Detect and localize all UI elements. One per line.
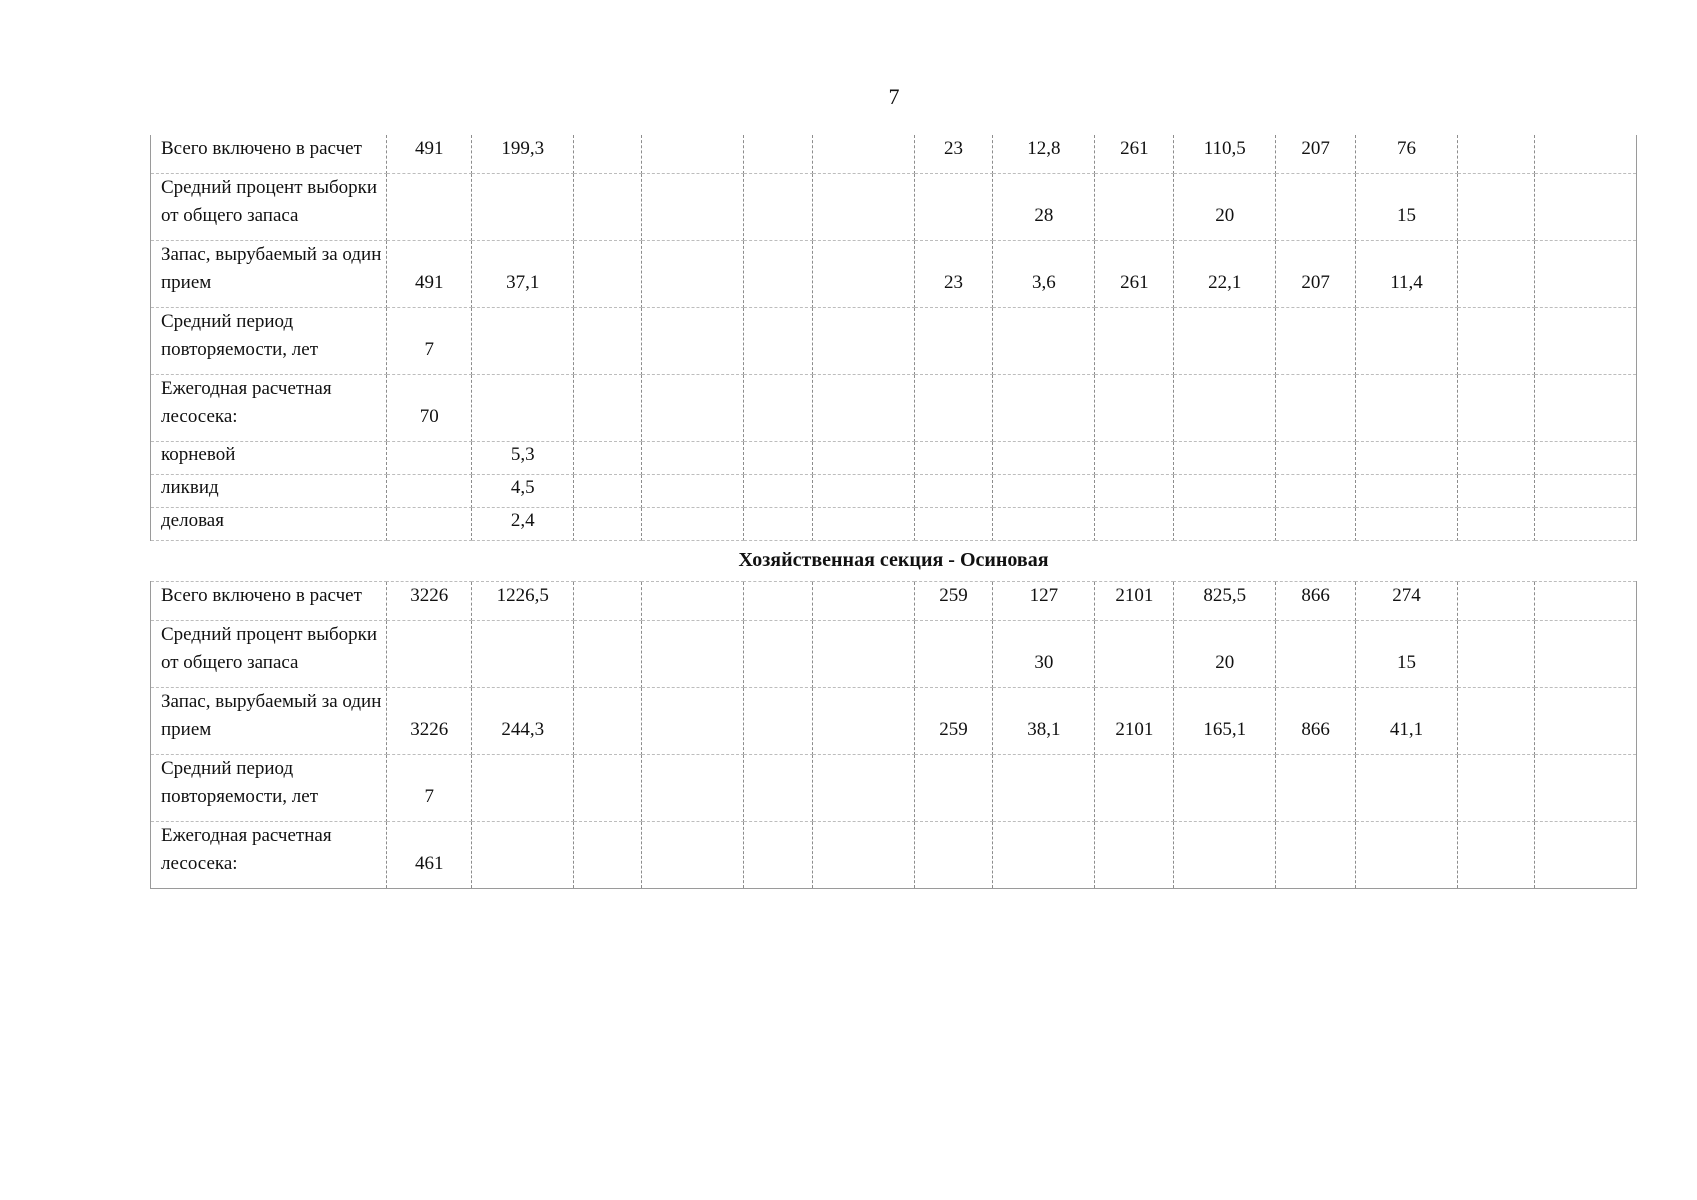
table-cell: 491 [387, 135, 472, 174]
table-cell: 38,1 [993, 688, 1095, 755]
table-cell [574, 174, 642, 241]
table-cell: 28 [993, 174, 1095, 241]
table-cell [387, 621, 472, 688]
table-cell [743, 582, 812, 621]
row-label: деловая [151, 508, 387, 541]
table-cell: 20 [1174, 174, 1276, 241]
table-cell [1174, 508, 1276, 541]
table-cell [1534, 582, 1636, 621]
table-cell [1534, 688, 1636, 755]
table-cell [641, 582, 743, 621]
table-cell [641, 135, 743, 174]
table-cell [472, 621, 574, 688]
row-label: Ежегодная расчетная лесосека: [151, 375, 387, 442]
table-cell: 23 [914, 241, 993, 308]
row-label: Средний период повторяемости, лет [151, 308, 387, 375]
table-cell [387, 174, 472, 241]
table-cell [1095, 755, 1174, 822]
table-cell: 261 [1095, 241, 1174, 308]
table-cell [1276, 442, 1356, 475]
table-row [151, 442, 1637, 475]
table-row [151, 688, 1637, 755]
table-cell [1356, 822, 1458, 889]
row-label: ликвид [151, 475, 387, 508]
table-cell [1174, 822, 1276, 889]
table-cell [1174, 375, 1276, 442]
table-cell: 2101 [1095, 582, 1174, 621]
table-cell: 37,1 [472, 241, 574, 308]
table-cell [914, 174, 993, 241]
table-cell: 866 [1276, 688, 1356, 755]
table-cell [641, 475, 743, 508]
table-cell [914, 822, 993, 889]
table-cell [1534, 822, 1636, 889]
table-cell [574, 375, 642, 442]
row-label: Средний процент выборки от общего запаса [151, 621, 387, 688]
table-cell [1174, 442, 1276, 475]
row-label: Запас, вырубаемый за один прием [151, 688, 387, 755]
table-cell [1458, 135, 1535, 174]
table-cell [1534, 241, 1636, 308]
table-cell [1458, 822, 1535, 889]
table-cell [641, 822, 743, 889]
table-cell: 7 [387, 308, 472, 375]
table-cell: 23 [914, 135, 993, 174]
table-row [151, 822, 1637, 889]
table-cell [993, 755, 1095, 822]
table-cell [1356, 375, 1458, 442]
table-cell [1095, 475, 1174, 508]
table-cell: 1226,5 [472, 582, 574, 621]
table-cell [472, 822, 574, 889]
section-title: Хозяйственная секция - Осиновая [151, 541, 1637, 582]
table-cell [1174, 475, 1276, 508]
row-label: Средний период повторяемости, лет [151, 755, 387, 822]
table-cell [574, 688, 642, 755]
table-cell [812, 308, 914, 375]
table-cell [472, 755, 574, 822]
table-cell [1356, 308, 1458, 375]
section-row [151, 541, 1637, 582]
table-cell: 76 [1356, 135, 1458, 174]
table-cell [472, 174, 574, 241]
table-cell: 199,3 [472, 135, 574, 174]
table-cell [1276, 508, 1356, 541]
table-cell: 127 [993, 582, 1095, 621]
table-row [151, 135, 1637, 174]
table-cell [1534, 755, 1636, 822]
table-cell [914, 755, 993, 822]
table-cell [812, 755, 914, 822]
table-cell [574, 442, 642, 475]
table-cell [1174, 308, 1276, 375]
table-cell [641, 688, 743, 755]
table-cell [1458, 442, 1535, 475]
table-cell [641, 508, 743, 541]
table-cell: 110,5 [1174, 135, 1276, 174]
table-cell [574, 475, 642, 508]
table-cell: 12,8 [993, 135, 1095, 174]
table-cell [914, 621, 993, 688]
table-cell: 3226 [387, 688, 472, 755]
table-cell: 11,4 [1356, 241, 1458, 308]
table-cell [1534, 174, 1636, 241]
table-cell [1534, 621, 1636, 688]
table-cell [1458, 621, 1535, 688]
table-cell [1458, 475, 1535, 508]
table-cell [743, 475, 812, 508]
table-cell: 165,1 [1174, 688, 1276, 755]
table-cell [812, 442, 914, 475]
table-row [151, 375, 1637, 442]
table-cell: 2,4 [472, 508, 574, 541]
table-cell [914, 475, 993, 508]
table-cell [914, 308, 993, 375]
table-cell [574, 582, 642, 621]
table-cell [1095, 375, 1174, 442]
table-cell: 7 [387, 755, 472, 822]
table-cell: 261 [1095, 135, 1174, 174]
table-cell [743, 688, 812, 755]
table-cell [472, 375, 574, 442]
table-cell [1276, 755, 1356, 822]
table-cell [1095, 442, 1174, 475]
table-row [151, 475, 1637, 508]
table-row [151, 508, 1637, 541]
table-cell [1534, 135, 1636, 174]
row-label: Всего включено в расчет [151, 582, 387, 621]
table-cell: 3226 [387, 582, 472, 621]
table-cell [1458, 241, 1535, 308]
table-cell [1095, 621, 1174, 688]
table-cell: 41,1 [1356, 688, 1458, 755]
table-cell [574, 241, 642, 308]
table-cell: 207 [1276, 135, 1356, 174]
table-cell [1356, 442, 1458, 475]
table-cell: 259 [914, 582, 993, 621]
table-cell [574, 135, 642, 174]
row-label: Средний процент выборки от общего запаса [151, 174, 387, 241]
table-cell: 461 [387, 822, 472, 889]
table-cell [812, 475, 914, 508]
table-cell [1458, 174, 1535, 241]
table-cell: 274 [1356, 582, 1458, 621]
table-cell [574, 308, 642, 375]
table-cell [1276, 174, 1356, 241]
table-cell [1276, 822, 1356, 889]
table-cell: 4,5 [472, 475, 574, 508]
table-cell [993, 475, 1095, 508]
table-cell [1534, 375, 1636, 442]
table-cell [743, 822, 812, 889]
table-cell: 2101 [1095, 688, 1174, 755]
table-cell [1534, 508, 1636, 541]
table-cell [743, 375, 812, 442]
table-cell: 259 [914, 688, 993, 755]
table-cell [1095, 508, 1174, 541]
table-cell: 15 [1356, 621, 1458, 688]
table-cell [1534, 308, 1636, 375]
row-label: корневой [151, 442, 387, 475]
table-cell [743, 308, 812, 375]
table-cell [1276, 621, 1356, 688]
table-cell [1356, 475, 1458, 508]
table-cell [1458, 688, 1535, 755]
table-cell [387, 475, 472, 508]
table-cell [472, 308, 574, 375]
table-row [151, 621, 1637, 688]
table-cell: 3,6 [993, 241, 1095, 308]
table-cell: 866 [1276, 582, 1356, 621]
table-cell [812, 174, 914, 241]
table-cell [993, 375, 1095, 442]
table-cell [743, 241, 812, 308]
table-cell [641, 308, 743, 375]
table-cell [1095, 308, 1174, 375]
table-cell [743, 135, 812, 174]
table-row [151, 241, 1637, 308]
table-cell [993, 308, 1095, 375]
table-cell [1356, 508, 1458, 541]
page-number: 7 [888, 84, 900, 109]
table-cell [1276, 308, 1356, 375]
table-cell [574, 508, 642, 541]
table-cell [641, 755, 743, 822]
table-cell [1534, 475, 1636, 508]
table-cell [574, 755, 642, 822]
table-cell [1174, 755, 1276, 822]
table-cell [1458, 375, 1535, 442]
table-cell [914, 375, 993, 442]
table-cell [1458, 755, 1535, 822]
table-cell [812, 621, 914, 688]
table-cell [641, 621, 743, 688]
table-cell: 22,1 [1174, 241, 1276, 308]
table-cell [812, 822, 914, 889]
table-cell [743, 755, 812, 822]
table-cell [812, 135, 914, 174]
row-label: Запас, вырубаемый за один прием [151, 241, 387, 308]
allowable-cut-table [150, 135, 1637, 889]
table-cell [1276, 375, 1356, 442]
table-cell [641, 174, 743, 241]
row-label: Ежегодная расчетная лесосека: [151, 822, 387, 889]
table-cell [1095, 174, 1174, 241]
table-cell: 491 [387, 241, 472, 308]
table-cell: 207 [1276, 241, 1356, 308]
table-cell [1534, 442, 1636, 475]
table-cell [1458, 508, 1535, 541]
table-cell [743, 442, 812, 475]
table-cell [1356, 755, 1458, 822]
table-cell [743, 174, 812, 241]
table-cell [1458, 308, 1535, 375]
table-cell [1095, 822, 1174, 889]
row-label: Всего включено в расчет [151, 135, 387, 174]
table-cell: 30 [993, 621, 1095, 688]
table-cell [1276, 475, 1356, 508]
table-row [151, 308, 1637, 375]
table-cell [387, 508, 472, 541]
table-cell [812, 375, 914, 442]
table-row [151, 755, 1637, 822]
table-cell [812, 688, 914, 755]
table-cell [574, 621, 642, 688]
table-cell: 825,5 [1174, 582, 1276, 621]
table-cell [387, 442, 472, 475]
table-cell [641, 375, 743, 442]
table-cell: 15 [1356, 174, 1458, 241]
table-cell [641, 442, 743, 475]
table-cell: 70 [387, 375, 472, 442]
table-cell [993, 508, 1095, 541]
table-cell [641, 241, 743, 308]
table-cell [743, 508, 812, 541]
table-cell: 20 [1174, 621, 1276, 688]
table-cell [914, 442, 993, 475]
table-cell: 244,3 [472, 688, 574, 755]
table-cell: 5,3 [472, 442, 574, 475]
table-cell [1458, 582, 1535, 621]
table-cell [812, 508, 914, 541]
table-row [151, 174, 1637, 241]
table-cell [914, 508, 993, 541]
table-cell [812, 241, 914, 308]
table-cell [812, 582, 914, 621]
table-cell [993, 822, 1095, 889]
table-row [151, 582, 1637, 621]
table-cell [743, 621, 812, 688]
table-cell [993, 442, 1095, 475]
table-cell [574, 822, 642, 889]
